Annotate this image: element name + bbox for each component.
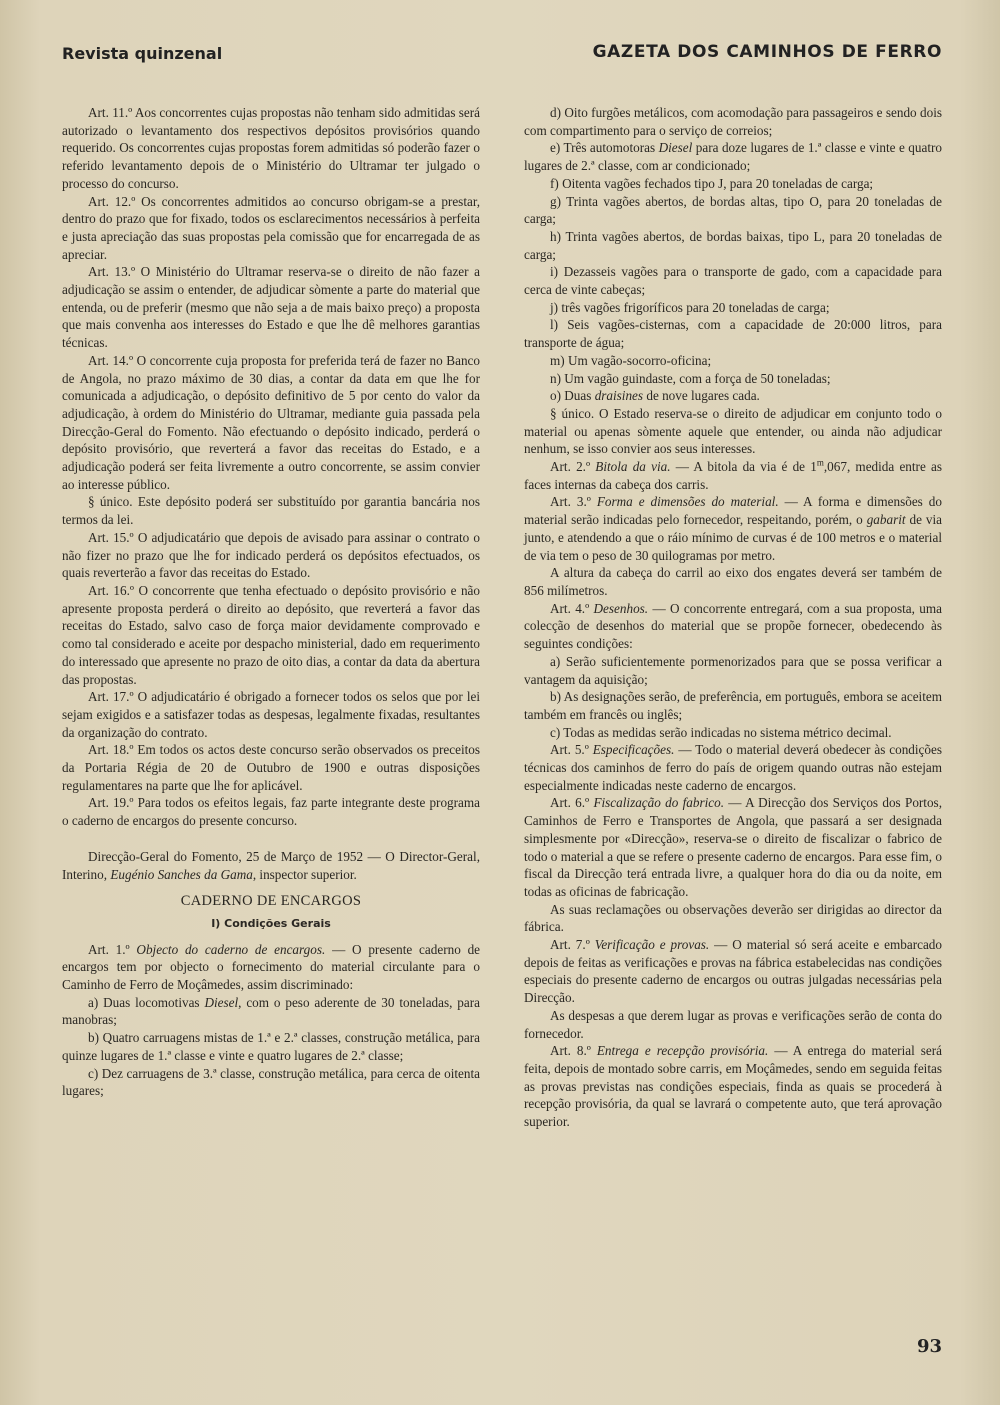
article-number: Art. 6.º	[550, 795, 594, 811]
article-4-item-b: b) As designações serão, de preferência, em português, embora se aceitem também em francês ou inglês;	[524, 689, 942, 722]
article-4-item-c: c) Todas as medidas serão indicadas no sistema métrico decimal.	[550, 724, 892, 740]
article-title: Entrega e recepção provisória.	[596, 1043, 769, 1059]
article-body: ,067, medida entre as faces internas da cabeça dos carris.	[524, 459, 942, 492]
article-12: Art. 12.º Os concorrentes admitidos ao concurso obrigam-se a prestar, dentro do prazo que for fixado, todos os esclarecimentos necessários à perfeita e justa apreciação das suas propostas pela comissão que for encarregada de as apreciar.	[62, 193, 480, 262]
article-6	[524, 794, 942, 900]
right-column	[524, 104, 942, 1131]
list-item-text: , com o peso aderente de 30 toneladas, para manobras;	[62, 994, 480, 1028]
list-item-text: e) Três automotoras	[550, 140, 659, 156]
signature-text: Direcção-Geral do Fomento, 25 de Março de 1952 — O Director-Geral, Interino,	[62, 848, 480, 882]
list-item-b: b) Quatro carruagens mistas de 1.ª e 2.ª classes, construção metálica, para quinze lugares de 1.ª classe e vinte e quatro lugares de 2.ª classe;	[62, 1030, 480, 1063]
article-title: Forma e dimensões do material.	[596, 494, 779, 510]
article-3-paragraph: A altura da cabeça do carril ao eixo dos engates deverá ser também de 856 milímetros.	[524, 565, 942, 598]
article-4-item-a: a) Serão suficientemente pormenorizados para que se possa verificar a vantagem da aquisição;	[524, 653, 942, 687]
article-body: — A bitola da via é de 1	[670, 459, 817, 475]
list-item-i: i) Dezasseis vagões para o transporte de gado, com a capacidade para cerca de vinte cabeças;	[524, 264, 942, 298]
article-number: Art. 5.º	[550, 742, 593, 758]
article-13: Art. 13.º O Ministério do Ultramar reserva-se o direito de não fazer a adjudicação se assim o entender, de adjudicar sòmente a parte do material que entenda, ou de preferir (mesmo que não seja a de mais baixo preço) a proposta que mais convenha aos interesses do Estado e que lhe dê melhores garantias técnicas.	[62, 264, 480, 351]
article-7	[524, 936, 942, 1007]
article-number: Art. 3.º	[550, 494, 597, 510]
list-item-o	[524, 387, 942, 405]
list-item-emphasis: draisines	[594, 388, 644, 404]
list-item-f: f) Oitenta vagões fechados tipo J, para 20 toneladas de carga;	[550, 175, 874, 191]
article-14-paragraph: § único. Este depósito poderá ser substituído por garantia bancária nos termos da lei.	[62, 494, 480, 528]
section-subheading: I) Condições Gerais	[211, 916, 331, 930]
article-number: Art. 2.º	[550, 459, 596, 475]
article-title: Verificação e provas.	[594, 937, 710, 953]
article-15: Art. 15.º O adjudicatário que depois de avisado para assinar o contrato o não fizer no prazo que lhe for indicado perderá os depósitos efectuados, os quais reverterão a favor das receitas do Estado.	[62, 529, 480, 581]
article-2	[524, 458, 942, 493]
section-heading: CADERNO DE ENCARGOS	[180, 893, 362, 910]
article-title: Especificações.	[592, 742, 675, 758]
article-number: Art. 8.º	[550, 1043, 597, 1059]
page-number: 93	[916, 1336, 942, 1357]
list-item-m: m) Um vagão-socorro-oficina;	[550, 352, 712, 368]
list-item-d: d) Oito furgões metálicos, com acomodação para passageiros e sendo dois com compartimento para o serviço de correios;	[524, 105, 942, 138]
article-19: Art. 19.º Para todos os efeitos legais, faz parte integrante deste programa o caderno de encargos do presente concurso.	[62, 795, 480, 829]
article-body: — A entrega do material será feita, depois de montado sobre carris, em Moçâmedes, sendo em seguida feitas as provas previstas nas condições especiais, finda as quais se procederá à recepção provisória, da qual se lavrará o competente auto, que terá aprovação superior.	[524, 1043, 942, 1130]
article-16: Art. 16.º O concorrente que tenha efectuado o depósito provisório e não apresente proposta perderá o direito ao depósito, que reverterá a favor das receitas do Estado, salvo caso de força maior devidamente comprovado e como tal considerado e aceite por despacho ministerial, dado em requerimento do interessado que apresente no prazo de oito dias, a contar da data da abertura das propostas.	[62, 582, 480, 687]
signature-name: Eugénio Sanches da Gama	[110, 866, 253, 882]
article-7-paragraph: As despesas a que derem lugar as provas e verificações serão de conta do fornecedor.	[524, 1007, 942, 1041]
article-body: — O presente caderno de encargos tem por objecto o fornecimento do material circulante para o Caminho de Ferro de Moçâmedes, assim discriminado:	[62, 941, 481, 993]
article-number: Art. 7.º	[550, 937, 595, 953]
article-17: Art. 17.º O adjudicatário é obrigado a fornecer todos os selos que por lei sejam exigidos e a satisfazer todas as despesas, legalmente fixadas, resultantes da organização do contrato.	[62, 689, 480, 740]
list-item-l: l) Seis vagões-cisternas, com a capacidade de 20:000 litros, para transporte de água;	[524, 317, 942, 351]
list-item-c: c) Dez carruagens de 3.ª classe, construção metálica, para cerca de oitenta lugares;	[62, 1065, 480, 1099]
article-title: Desenhos.	[593, 600, 649, 616]
list-item-a	[62, 994, 480, 1029]
article-5	[524, 741, 942, 794]
article-title: Objecto do caderno de encargos.	[136, 941, 326, 957]
list-item-e	[524, 139, 942, 174]
article-4	[524, 600, 942, 653]
article-body: — A Direcção dos Serviços dos Portos, Caminhos de Ferro e Transportes de Angola, que passará a ser designada simplesmente por «Direcção», reserva-se o direito de fiscalizar o fabrico de todo o material a que se refere o presente caderno de encargos. Para esse fim, o fiscal da Direcção terá entrada livre, a qualquer hora do dia ou da noite, em todas as oficinas de fabricação.	[524, 795, 942, 899]
article-6-paragraph: As suas reclamações ou observações deverão ser dirigidas ao director da fábrica.	[524, 901, 942, 935]
list-item-n: n) Um vagão guindaste, com a força de 50 toneladas;	[550, 370, 831, 386]
article-title: Bitola da via.	[595, 459, 671, 475]
article-11: Art. 11.º Aos concorrentes cujas propostas não tenham sido admitidas será autorizado o levantamento dos respectivos depósitos provisórios quando requerido. Os concorrentes cujas propostas forem admitidas só poderão fazer o referido levantamento depois de o Ministério do Ultramar ter julgado o processo do concurso.	[62, 105, 480, 191]
left-column	[62, 104, 480, 1100]
list-item-h: h) Trinta vagões abertos, de bordas baixas, tipo L, para 20 toneladas de carga;	[524, 228, 942, 262]
article-body: de via junto, e atendendo a que o ráio mínimo de curvas é de 100 metros e o material de via tem o peso de 30 quilogramas por metro.	[524, 512, 942, 563]
article-emphasis: gabarit	[866, 512, 906, 528]
article-body: — A forma e dimensões do material serão indicadas pelo fornecedor, respeitando, porém, o	[524, 494, 942, 528]
article-body: — Todo o material deverá obedecer às condições técnicas dos caminhos de ferro do país de origem quando outras não estejam especialmente indicadas neste caderno de encargos.	[524, 742, 942, 793]
article-1	[62, 941, 480, 994]
list-item-text: o) Duas	[550, 388, 595, 404]
article-18: Art. 18.º Em todos os actos deste concurso serão observados os preceitos da Portaria Régia de 20 de Outubro de 1900 e outras disposições regulamentares na parte que lhe for aplicável.	[62, 742, 480, 793]
list-item-emphasis: Diesel	[658, 140, 693, 156]
article-number: Art. 4.º	[550, 600, 594, 616]
list-item-text: a) Duas locomotivas	[88, 994, 205, 1010]
article-title: Fiscalização do fabrico.	[593, 795, 725, 811]
list-item-j: j) três vagões frigoríficos para 20 toneladas de carga;	[550, 299, 830, 315]
unit-superscript: m	[816, 457, 824, 468]
article-1-paragraph: § único. O Estado reserva-se o direito de adjudicar em conjunto todo o material ou apenas sòmente aquele que entender, ou ainda não adjudicar nenhum, se isso convier aos seus interesses.	[524, 405, 942, 457]
article-3	[524, 493, 942, 564]
article-number: Art. 1.º	[88, 941, 137, 957]
list-item-text: para doze lugares de 1.ª classe e vinte e quatro lugares de 2.ª classe, com ar condicionado;	[524, 140, 942, 174]
article-8	[524, 1042, 942, 1131]
signature-role: , inspector superior.	[252, 866, 357, 882]
article-body: — O material só será aceite e embarcado depois de feitas as verificações e provas na fábrica estabelecidas nas condições especiais do presente caderno de encargos ou outras julgadas necessárias pela Direcção.	[524, 937, 942, 1006]
signature-paragraph	[62, 848, 480, 883]
list-item-text: de nove lugares cada.	[643, 388, 760, 404]
running-header-left: Revista quinzenal	[62, 44, 223, 63]
list-item-emphasis: Diesel	[204, 994, 239, 1010]
article-body: — O concorrente entregará, com a sua proposta, uma colecção de desenhos do material que se propõe fornecer, obedecendo às seguintes condições:	[524, 600, 942, 652]
article-14: Art. 14.º O concorrente cuja proposta for preferida terá de fazer no Banco de Angola, no prazo máximo de 30 dias, a contar da data em que lhe for comunicada a adjudicação, o depósito definitivo de 5 por cento do valor da adjudicação, à ordem do Ministério do Ultramar, mediante guia passada pela Direcção-Geral do Fomento. Não efectuando o depósito indicado, perderá o depósito provisório, que reverterá a favor das receitas do Estado, e a adjudicação poderá ser feita livremente a outro concorrente, se assim convier ao interesse público.	[62, 352, 480, 492]
running-header-title: GAZETA DOS CAMINHOS DE FERRO	[592, 42, 942, 62]
list-item-g: g) Trinta vagões abertos, de bordas altas, tipo O, para 20 toneladas de carga;	[524, 193, 942, 227]
